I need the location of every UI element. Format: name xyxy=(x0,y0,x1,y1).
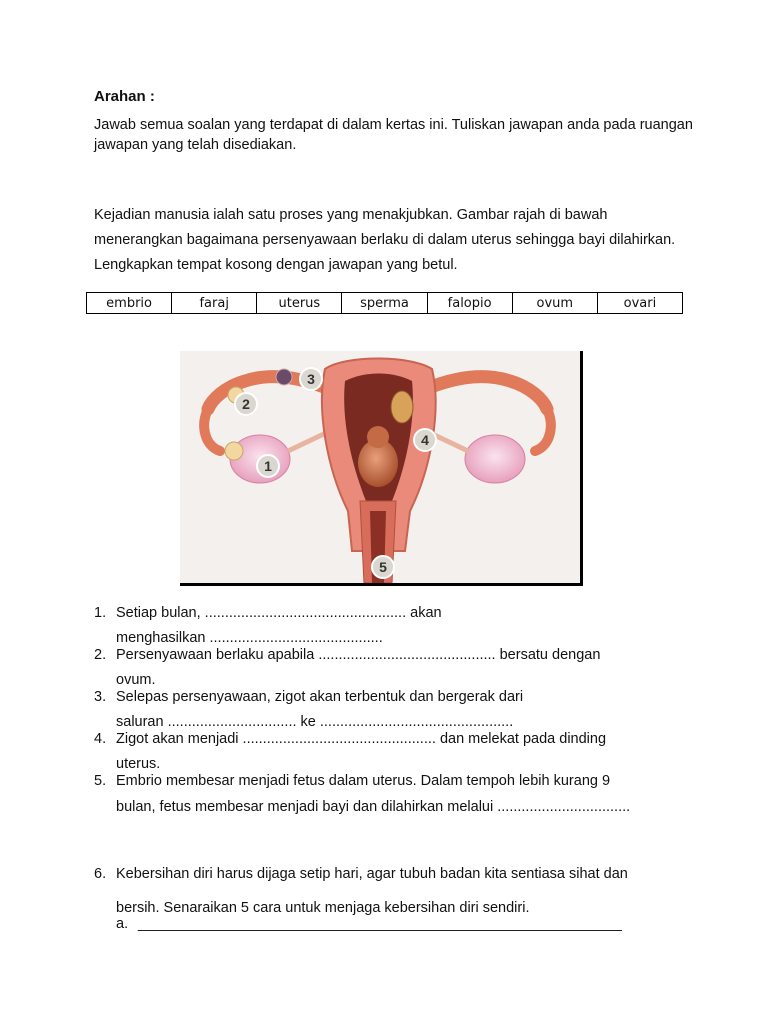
answer-label: a. xyxy=(116,916,129,932)
svg-text:5: 5 xyxy=(379,559,387,575)
question-text: Selepas persenyawaan, zigot akan terbentuk dan bergerak dari xyxy=(116,689,524,705)
page-title: Arahan : xyxy=(94,88,155,105)
question-text: Zigot akan menjadi ................................................ dan melekat pada dinding xyxy=(116,731,607,747)
word-bank-item: embrio xyxy=(87,293,172,314)
svg-text:4: 4 xyxy=(421,432,429,448)
question-text: Persenyawaan berlaku apabila ............................................ bersatu dengan xyxy=(116,647,601,663)
question-text: uterus. xyxy=(116,756,161,772)
marker-4 xyxy=(414,429,436,451)
marker-1 xyxy=(257,455,279,477)
word-bank-item: falopio xyxy=(427,293,512,314)
word-bank-table xyxy=(86,292,683,314)
word-bank-item: faraj xyxy=(172,293,257,314)
word-bank-item: sperma xyxy=(342,293,427,314)
reproductive-system-diagram xyxy=(180,351,583,586)
word-bank-item: ovum xyxy=(512,293,597,314)
question-text: bersih. Senaraikan 5 cara untuk menjaga kebersihan diri sendiri. xyxy=(116,900,530,916)
question-number: 4. xyxy=(94,731,107,747)
word-bank-item: uterus xyxy=(257,293,342,314)
marker-3 xyxy=(300,368,322,390)
question-text: saluran ................................ ke ................................................ xyxy=(116,714,514,730)
question-number: 1. xyxy=(94,605,107,621)
question-text: Setiap bulan, .................................................. akan xyxy=(116,605,442,621)
question-text: ovum. xyxy=(116,672,156,688)
instructions-text: Jawab semua soalan yang terdapat di dalam kertas ini. Tuliskan jawapan anda pada ruangan jawapan yang telah disediakan. xyxy=(94,117,693,153)
marker-5 xyxy=(372,556,394,578)
question-text: Kebersihan diri harus dijaga setip hari, agar tubuh badan kita sentiasa sihat dan xyxy=(116,866,628,882)
question-text: bulan, fetus membesar menjadi bayi dan dilahirkan melalui ................................. xyxy=(116,799,631,815)
question-number: 6. xyxy=(94,866,107,882)
word-bank-item: ovari xyxy=(597,293,682,314)
question-number: 2. xyxy=(94,647,107,663)
answer-blank[interactable]: ____________________________________________________________ xyxy=(138,916,622,932)
question-text: Embrio membesar menjadi fetus dalam uterus. Dalam tempoh lebih kurang 9 xyxy=(116,773,611,789)
svg-text:1: 1 xyxy=(264,458,272,474)
question-number: 5. xyxy=(94,773,107,789)
svg-text:2: 2 xyxy=(242,396,250,412)
uterus-illustration xyxy=(180,351,580,583)
svg-text:3: 3 xyxy=(307,371,315,387)
marker-2 xyxy=(235,393,257,415)
question-text: menghasilkan ........................................... xyxy=(116,630,383,646)
question-number: 3. xyxy=(94,689,107,705)
intro-text: Kejadian manusia ialah satu proses yang menakjubkan. Gambar rajah di bawah menerangkan bagaimana persenyawaan berlaku di dalam uterus sehingga bayi dilahirkan. Lengkapkan tempat kosong dengan jawapan yang betul. xyxy=(94,207,676,273)
